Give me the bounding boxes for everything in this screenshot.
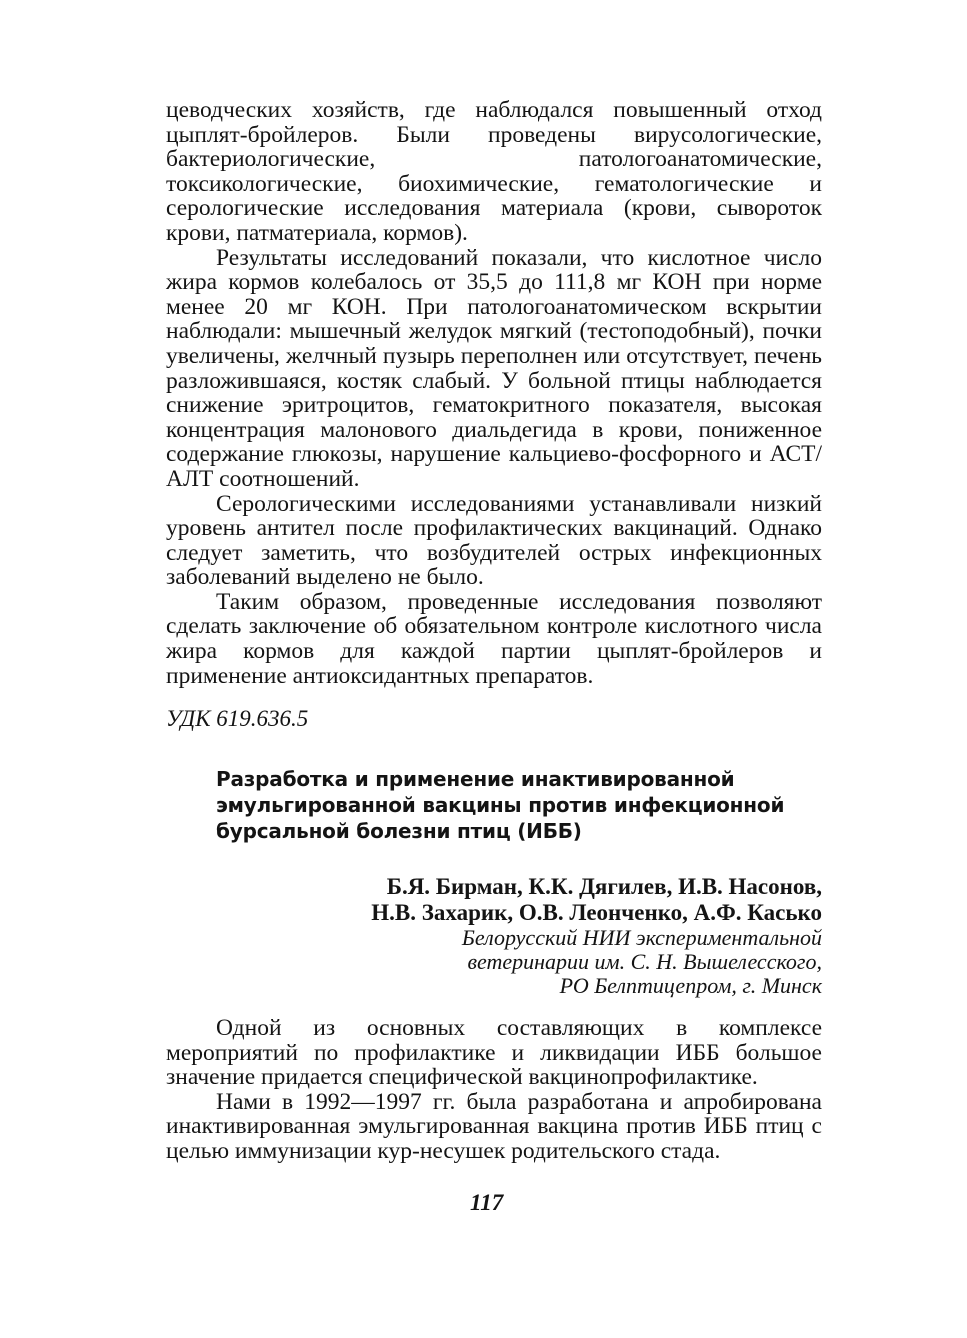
paragraph-conclusion: Таким образом, проведенные исследования позволяют сделать заключение об обязательном контроле кислотного числа жира кормов для каждой партии цыплят-бройлеров и применение антиоксидантных препаратов. <box>166 588 822 689</box>
paragraph-intro: Одной из основных составляющих в комплексе мероприятий по профилактике и ликвидации ИББ большое значение придается специфической вакцинопрофилактике. <box>166 1015 822 1091</box>
article-title: Разработка и применение инактивированной эмульгированной вакцины против инфекционной бурсальной болезни птиц (ИББ) <box>216 767 785 843</box>
authors-line: Н.В. Захарик, О.В. Леонченко, А.Ф. Касько <box>371 900 822 925</box>
paragraph-results: Результаты исследований показали, что кислотное число жира кормов колебалось от 35,5 до 111,8 мг КОН при норме менее 20 мг КОН. При патологоанатомическом вскрытии наблюдали: мышечный желудок мягкий (тестоподобный), почки увеличены, желчный пузырь переполнен или отсутствует, печень разложившаяся, костяк слабый. У больной птицы наблюдается снижение эритроцитов, гематокритного показателя, высокая концентрация малонового диальдегида в крови, пониженное содержание глюкозы, нарушение кальциево-фосфорного и АСТ/АЛТ соотношений. <box>166 244 822 492</box>
page-number: 117 <box>470 1190 504 1215</box>
affiliation-line: ветеринарии им. С. Н. Вышелесского, <box>467 949 822 974</box>
affiliation-line: РО Белптицепром, г. Минск <box>559 973 822 998</box>
article-affiliation <box>462 926 822 998</box>
article-body <box>166 1016 822 1164</box>
udc-code: УДК 619.636.5 <box>166 706 309 731</box>
paragraph-methods: цеводческих хозяйств, где наблюдался повышенный отход цыплят-бройлеров. Были проведены вирусологические, бактериологические, патологоанатомические, токсикологические, биохимические, гематологические и серологические исследования материала (крови, сывороток крови, патматериала, кормов). <box>166 97 822 246</box>
authors-line: Б.Я. Бирман, К.К. Дягилев, И.В. Насонов, <box>386 874 822 899</box>
previous-article-continuation <box>166 98 822 688</box>
paragraph-serology: Серологическими исследованиями устанавливали низкий уровень антител после профилактических вакцинаций. Однако следует заметить, что возбудителей острых инфекционных заболеваний выделено не было. <box>166 490 822 591</box>
affiliation-line: Белорусский НИИ экспериментальной <box>461 925 822 950</box>
article-authors <box>371 874 822 926</box>
paragraph-development: Нами в 1992—1997 гг. была разработана и апробирована инактивированная эмульгированная вакцина против ИББ птиц с целью иммунизации кур-несушек родительского стада. <box>166 1088 822 1164</box>
